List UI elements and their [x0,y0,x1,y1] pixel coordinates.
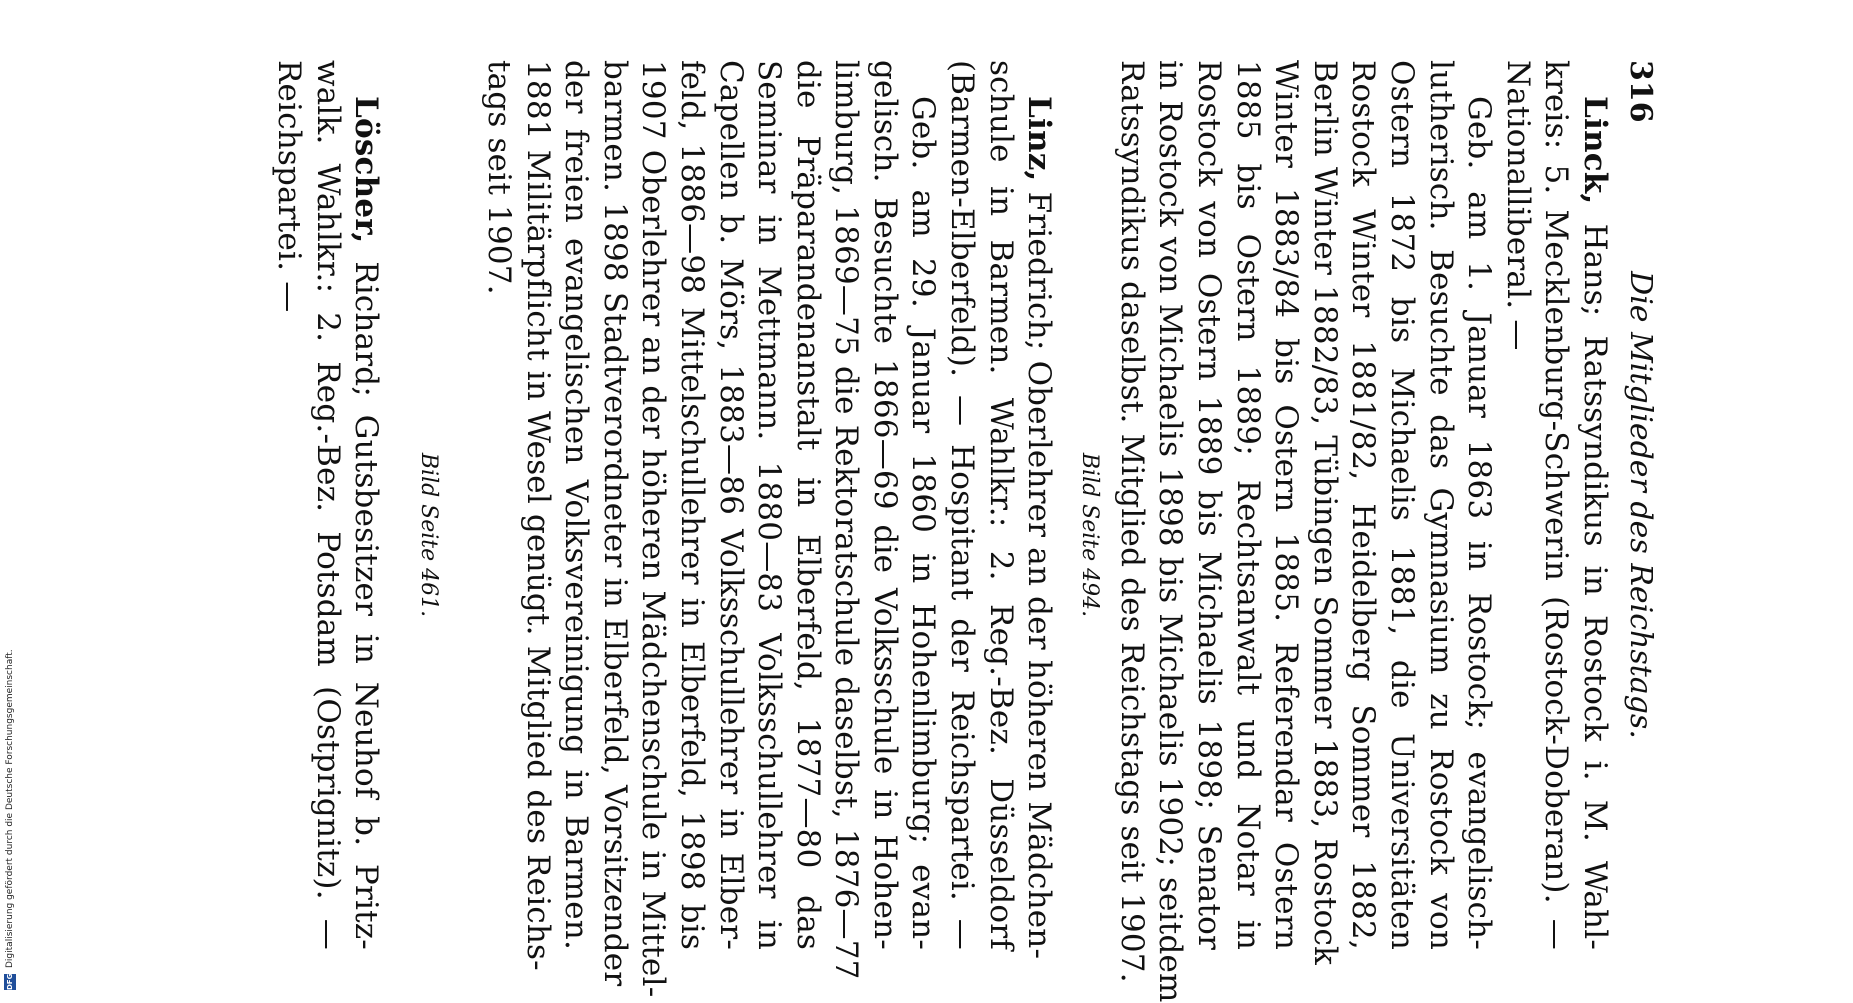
text-line: barmen. 1898 Stadtverordneter in Elberfeld, Vorsitzender [596,60,633,987]
text-line: Richard; Gutsbesitzer in Neuhof b. Pritz- [348,261,385,950]
entry-linz [411,60,1058,998]
text-line: kreis: 5. Mecklenburg-Schwerin (Rostock-Doberan). — [1538,60,1575,950]
text-line: Rostock von Ostern 1889 bis Michaelis 1898; Senator [1191,60,1228,950]
page-number: 316 [1623,60,1658,123]
text-line: Hans; Ratssyndikus in Rostock i. M. Wahl- [1577,223,1613,951]
text-line: Rostock Winter 1881/82, Heidelberg Sommer 1882, [1345,60,1382,950]
text-line: feld, 1886—98 Mittelschullehrer in Elberfeld, 1898 bis [673,60,710,950]
text-line: lutherisch. Besuchte das Gymnasium zu Rostock von [1422,60,1459,950]
text-line: in Rostock von Michaelis 1898 bis Michaelis 1902; seitdem [1152,60,1189,1003]
member-name: Linz, [1021,96,1058,182]
picture-reference: Bild Seite 494. [1077,452,1103,618]
member-name: Linck, [1577,96,1613,205]
text-line: 1881 Militärpflicht in Wesel genügt. Mitglied des Reichs- [519,60,556,971]
text-line: 1907 Oberlehrer an der höheren Mädchenschule in Mittel- [635,60,672,998]
funding-note-text: Digitalisierung gefördert durch die Deutsche Forschungsgemeinschaft. [5,649,15,968]
text-line: Capellen b. Mörs, 1883—86 Volksschullehrer in Elber- [712,60,749,950]
member-name: Löscher, [348,96,385,244]
text-line: Berlin Winter 1882/83, Tübingen Sommer 1883, Rostock [1306,60,1343,966]
text-line: 1885 bis Ostern 1889; Rechtsanwalt und Notar in [1229,60,1266,950]
text-line: gelisch. Besuchte 1866—69 die Volksschule in Hohen- [866,60,903,950]
picture-reference: Bild Seite 461. [416,452,442,618]
text-line: (Barmen-Elberfeld). — Hospitant der Reichspartei. — [944,60,981,950]
text-line: der freien evangelischen Volksvereinigung in Barmen. [558,60,595,950]
text-line: limburg, 1869—75 die Rektoratschule daselbst, 1876—77 [828,60,865,980]
side-stripe [0,0,22,1000]
text-line: tags seit 1907. [480,60,517,295]
document-page [220,60,1660,1003]
entry-first-line [1575,60,1614,950]
text-line: Ratssyndikus daselbst. Mitglied des Reichstags seit 1907. [1113,60,1150,983]
entry-first-line [1020,60,1059,960]
text-line: Seminar in Mettmann. 1880—83 Volksschullehrer in [751,60,788,950]
entry-loescher [270,60,386,950]
dfg-logo: DFG [6,973,14,990]
text-line: Geb. am 1. Januar 1863 in Rostock; evangelisch- [1461,96,1498,950]
text-line: Friedrich; Oberlehrer an der höheren Mädchen- [1021,191,1058,960]
text-line: Nationalliberal. — [1499,60,1536,351]
text-line: Ostern 1872 bis Michaelis 1881, die Universitäten [1384,60,1421,950]
entry-linck [1072,60,1614,1003]
funding-note [2,0,18,990]
text-line: die Präparandenanstalt in Elberfeld, 1877—80 das [789,60,826,950]
entry-first-line [347,60,386,950]
text-line: Reichspartei. — [271,60,308,313]
page-header [1614,60,1660,950]
text-line: schule in Barmen. Wahlkr.: 2. Reg.-Bez. Düsseldorf [982,60,1019,950]
running-head: Die Mitglieder des Reichstags. [1623,271,1658,739]
text-line: walk. Wahlkr.: 2. Reg.-Bez. Potsdam (Ostprignitz). — [309,60,346,950]
text-line: Geb. am 29. Januar 1860 in Hohenlimburg; evan- [905,96,942,950]
text-line: Winter 1883/84 bis Ostern 1885. Referendar Ostern [1268,60,1305,950]
